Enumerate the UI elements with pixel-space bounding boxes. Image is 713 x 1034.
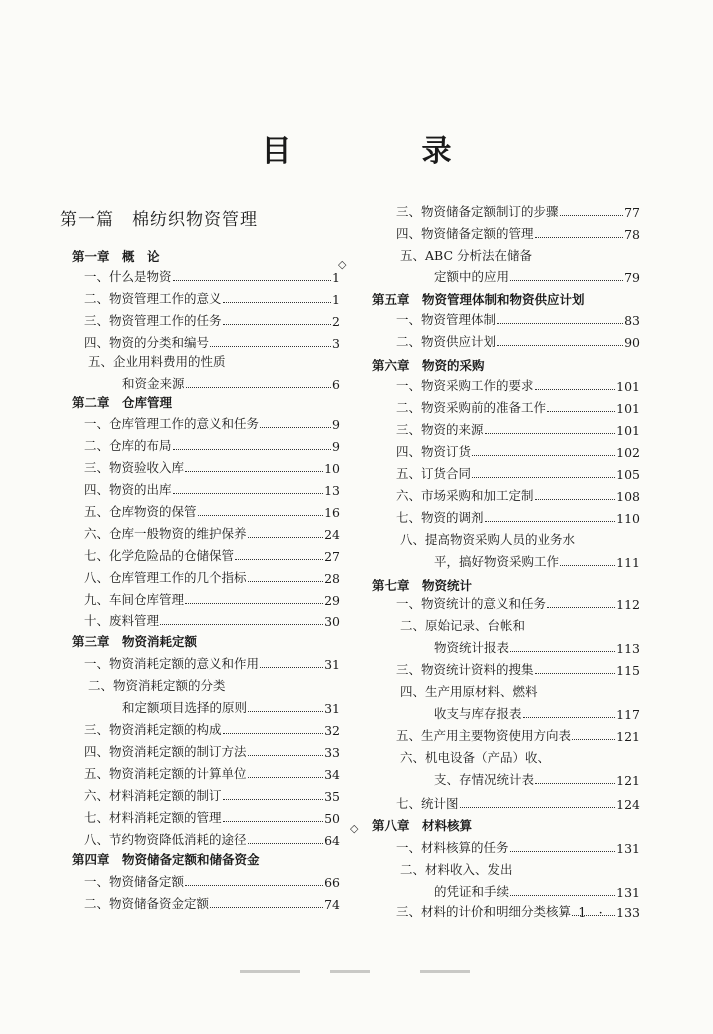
dot-leader — [198, 514, 324, 516]
toc-page-number: 13 — [324, 483, 340, 498]
toc-page-number: 24 — [324, 527, 340, 542]
toc-label: 五、生产用主要物资使用方向表 — [396, 728, 572, 743]
toc-label: 三、物资储备定额制订的步骤 — [396, 204, 559, 219]
toc-entry — [60, 607, 340, 629]
dot-leader — [535, 388, 616, 390]
toc-label: 二、原始记录、台帐和 — [400, 618, 526, 633]
toc-label: 三、物资的来源 — [396, 422, 484, 437]
toc-page-number: 101 — [616, 423, 640, 438]
dot-leader — [472, 454, 615, 456]
toc-label: 六、仓库一般物资的维护保养 — [84, 526, 247, 541]
toc-page-number: 112 — [616, 597, 640, 612]
toc-label: 三、物资管理工作的任务 — [84, 313, 222, 328]
toc-page-number: 50 — [324, 811, 340, 826]
toc-label: 四、物资的分类和编号 — [84, 335, 210, 350]
toc-label: 第八章 材料核算 — [372, 818, 473, 833]
toc-chapter — [60, 628, 340, 650]
toc-entry — [372, 700, 640, 722]
toc-entry — [372, 460, 640, 482]
toc-entry — [60, 285, 340, 307]
dot-leader — [510, 850, 616, 852]
toc-entry — [372, 372, 640, 394]
page-number: · 1 · — [562, 906, 607, 921]
toc-label: 一、材料核算的任务 — [396, 840, 509, 855]
toc-entry — [372, 834, 640, 856]
dot-leader — [560, 214, 624, 216]
dot-leader — [223, 798, 324, 800]
toc-entry — [372, 790, 640, 812]
toc-entry — [60, 694, 340, 716]
dot-leader — [535, 782, 615, 784]
toc-label: 三、物资验收入库 — [84, 460, 185, 475]
toc-page-number: 131 — [616, 885, 640, 900]
toc-page-number: 79 — [624, 270, 640, 285]
toc-label: 支、存情况统计表 — [434, 772, 535, 787]
toc-label: 三、物资统计资料的搜集 — [396, 662, 534, 677]
toc-page-number: 74 — [324, 897, 340, 912]
toc-entry — [60, 307, 340, 329]
toc-entry — [372, 634, 640, 656]
toc-entry — [372, 328, 640, 350]
dot-leader — [248, 754, 324, 756]
toc-entry — [60, 804, 340, 826]
dot-leader — [497, 344, 623, 346]
toc-entry — [60, 868, 340, 890]
toc-page-number: 10 — [324, 461, 340, 476]
toc-entry — [60, 564, 340, 586]
toc-entry — [372, 678, 640, 700]
dot-leader — [248, 710, 323, 712]
toc-page-number: 78 — [624, 227, 640, 242]
toc-page-number: 102 — [616, 445, 640, 460]
dot-leader — [535, 498, 616, 500]
toc-entry — [372, 198, 640, 220]
dot-leader — [248, 536, 324, 538]
toc-label: 二、物资采购前的准备工作 — [396, 400, 547, 415]
toc-label: 二、物资消耗定额的分类 — [88, 678, 226, 693]
toc-label: 一、仓库管理工作的意义和任务 — [84, 416, 260, 431]
toc-label: 二、物资管理工作的意义 — [84, 291, 222, 306]
toc-page-number: 133 — [616, 905, 640, 920]
toc-entry — [372, 416, 640, 438]
toc-page-number: 66 — [324, 875, 340, 890]
toc-chapter — [372, 352, 640, 374]
toc-part — [60, 208, 340, 230]
dot-leader — [186, 386, 332, 388]
toc-page-number: 121 — [616, 773, 640, 788]
toc-page-number: 30 — [324, 614, 340, 629]
dot-leader — [547, 410, 615, 412]
toc-page-number: 115 — [616, 663, 640, 678]
toc-page-number: 35 — [324, 789, 340, 804]
toc-page-number: 124 — [616, 797, 640, 812]
toc-entry — [60, 348, 340, 370]
toc-label: 的凭证和手续 — [434, 884, 510, 899]
toc-entry — [372, 548, 640, 570]
toc-page-number: 64 — [324, 833, 340, 848]
toc-page-number: 3 — [332, 336, 340, 351]
toc-entry — [372, 526, 640, 548]
dot-leader — [248, 776, 324, 778]
toc-entry — [60, 432, 340, 454]
toc-label: 四、生产用原材料、燃料 — [400, 684, 538, 699]
toc-label: 六、机电设备（产品）收、 — [400, 750, 551, 765]
toc-label: 一、物资管理体制 — [396, 312, 497, 327]
toc-label: 三、物资消耗定额的构成 — [84, 722, 222, 737]
toc-label: 一、物资储备定额 — [84, 874, 185, 889]
toc-page-number: 33 — [324, 745, 340, 760]
dot-leader — [210, 345, 331, 347]
dot-leader — [260, 426, 331, 428]
toc-entry — [60, 542, 340, 564]
toc-page-number: 131 — [616, 841, 640, 856]
toc-label: 六、材料消耗定额的制订 — [84, 788, 222, 803]
dot-leader — [523, 716, 616, 718]
toc-page-number: 34 — [324, 767, 340, 782]
toc-entry — [372, 766, 640, 788]
dot-leader — [235, 558, 323, 560]
dot-leader — [510, 894, 615, 896]
toc-entry — [372, 242, 640, 264]
toc-page-number: 9 — [332, 439, 340, 454]
dot-leader — [223, 732, 324, 734]
toc-entry — [372, 744, 640, 766]
toc-label: 二、物资供应计划 — [396, 334, 497, 349]
dot-leader — [173, 492, 324, 494]
toc-label: 八、提高物资采购人员的业务水 — [400, 532, 576, 547]
toc-page-number: 77 — [624, 205, 640, 220]
dot-leader — [485, 520, 616, 522]
dot-leader — [185, 602, 323, 604]
dot-leader — [223, 820, 324, 822]
toc-entry — [372, 438, 640, 460]
diamond-mark-icon: ◇ — [338, 258, 347, 271]
dot-leader — [572, 738, 615, 740]
dot-leader — [560, 564, 615, 566]
dot-leader — [547, 606, 615, 608]
toc-label: 第二章 仓库管理 — [72, 395, 173, 410]
toc-label: 第七章 物资统计 — [372, 578, 473, 593]
toc-page-number: 1 — [332, 292, 340, 307]
scan-smudge — [330, 970, 370, 973]
toc-page-number: 31 — [324, 701, 340, 716]
toc-entry — [372, 722, 640, 744]
toc-entry — [60, 672, 340, 694]
toc-entry — [372, 263, 640, 285]
toc-chapter — [60, 846, 340, 868]
diamond-mark-icon: ◇ — [350, 822, 359, 835]
dot-leader — [260, 666, 323, 668]
toc-label: 七、物资的调剂 — [396, 510, 484, 525]
toc-entry — [372, 306, 640, 328]
toc-label: 八、仓库管理工作的几个指标 — [84, 570, 247, 585]
dot-leader — [510, 279, 623, 281]
toc-label: 九、车间仓库管理 — [84, 592, 185, 607]
toc-page-number: 1 — [332, 270, 340, 285]
dot-leader — [210, 906, 323, 908]
toc-page-number: 27 — [324, 549, 340, 564]
toc-label: 五、仓库物资的保管 — [84, 504, 197, 519]
toc-label: 一、物资消耗定额的意义和作用 — [84, 656, 260, 671]
toc-entry — [372, 504, 640, 526]
toc-page-number: 83 — [624, 313, 640, 328]
toc-entry — [372, 482, 640, 504]
toc-label: 五、ABC 分析法在储备 — [400, 248, 532, 263]
toc-label: 平，搞好物资采购工作 — [434, 554, 560, 569]
toc-page-number: 6 — [332, 377, 340, 392]
toc-entry — [60, 586, 340, 608]
toc-entry — [60, 476, 340, 498]
dot-leader — [472, 476, 615, 478]
toc-entry — [60, 826, 340, 848]
toc-label: 二、材料收入、发出 — [400, 862, 513, 877]
toc-entry — [60, 760, 340, 782]
toc-label: 第五章 物资管理体制和物资供应计划 — [372, 292, 585, 307]
page-title: 目 录 — [261, 134, 502, 169]
toc-entry — [60, 454, 340, 476]
toc-page-number: 31 — [324, 657, 340, 672]
toc-page-number: 117 — [616, 707, 640, 722]
toc-page-number: 16 — [324, 505, 340, 520]
dot-leader — [248, 580, 324, 582]
toc-page-number: 111 — [616, 555, 640, 570]
dot-leader — [535, 236, 624, 238]
toc-label: 七、材料消耗定额的管理 — [84, 810, 222, 825]
toc-chapter — [60, 389, 340, 411]
toc-page-number: 105 — [616, 467, 640, 482]
dot-leader — [223, 323, 332, 325]
toc-label: 四、物资的出库 — [84, 482, 172, 497]
toc-label: 七、化学危险品的仓储保管 — [84, 548, 235, 563]
toc-entry — [372, 394, 640, 416]
toc-label: 二、仓库的布局 — [84, 438, 172, 453]
toc-label: 六、市场采购和加工定制 — [396, 488, 534, 503]
toc-label: 收支与库存报表 — [434, 706, 522, 721]
toc-page-number: 28 — [324, 571, 340, 586]
toc-label: 第四章 物资储备定额和储备资金 — [72, 852, 260, 867]
toc-page-number: 32 — [324, 723, 340, 738]
toc-label: 五、物资消耗定额的计算单位 — [84, 766, 247, 781]
toc-label: 定额中的应用 — [434, 269, 510, 284]
toc-entry — [60, 410, 340, 432]
toc-label: 第三章 物资消耗定额 — [72, 634, 198, 649]
toc-chapter — [372, 812, 640, 834]
toc-label: 四、物资订货 — [396, 444, 472, 459]
toc-label: 和资金来源 — [122, 376, 185, 391]
dot-leader — [185, 470, 323, 472]
toc-label: 第六章 物资的采购 — [372, 358, 485, 373]
toc-page-number: 90 — [624, 335, 640, 350]
dot-leader — [185, 884, 323, 886]
dot-leader — [510, 650, 615, 652]
toc-label: 第一篇 棉纺织物资管理 — [60, 210, 258, 230]
toc-label: 八、节约物资降低消耗的途径 — [84, 832, 247, 847]
toc-entry — [60, 520, 340, 542]
dot-leader — [248, 842, 324, 844]
toc-page-number: 121 — [616, 729, 640, 744]
toc-page-number: 110 — [616, 511, 640, 526]
toc-entry — [372, 590, 640, 612]
toc-page-number: 101 — [616, 379, 640, 394]
toc-entry — [372, 656, 640, 678]
toc-label: 第一章 概 论 — [72, 249, 160, 264]
toc-chapter — [372, 286, 640, 308]
toc-page-number: 108 — [616, 489, 640, 504]
toc-label: 二、物资储备资金定额 — [84, 896, 210, 911]
toc-entry — [372, 612, 640, 634]
toc-label: 三、材料的计价和明细分类核算 — [396, 904, 572, 919]
toc-entry — [372, 856, 640, 878]
toc-entry — [60, 498, 340, 520]
toc-entry — [60, 650, 340, 672]
toc-label: 五、企业用料费用的性质 — [88, 354, 226, 369]
toc-entry — [60, 716, 340, 738]
toc-entry — [60, 263, 340, 285]
dot-leader — [535, 672, 616, 674]
toc-entry — [60, 782, 340, 804]
dot-leader — [223, 301, 332, 303]
toc-label: 四、物资储备定额的管理 — [396, 226, 534, 241]
toc-label: 五、订货合同 — [396, 466, 472, 481]
toc-entry — [60, 738, 340, 760]
toc-label: 和定额项目选择的原则 — [122, 700, 248, 715]
toc-label: 四、物资消耗定额的制订方法 — [84, 744, 247, 759]
dot-leader — [460, 806, 616, 808]
toc-page-number: 101 — [616, 401, 640, 416]
dot-leader — [173, 448, 332, 450]
toc-entry — [372, 220, 640, 242]
toc-entry — [60, 890, 340, 912]
toc-label: 一、物资采购工作的要求 — [396, 378, 534, 393]
dot-leader — [173, 279, 332, 281]
toc-page-number: 2 — [332, 314, 340, 329]
toc-page-number: 113 — [616, 641, 640, 656]
scan-smudge — [240, 970, 300, 973]
toc-chapter — [60, 243, 340, 265]
toc-label: 一、什么是物资 — [84, 269, 172, 284]
toc-label: 七、统计图 — [396, 796, 459, 811]
toc-label: 物资统计报表 — [434, 640, 510, 655]
toc-page-number: 9 — [332, 417, 340, 432]
toc-label: 十、废料管理 — [84, 613, 160, 628]
toc-page-number: 29 — [324, 593, 340, 608]
toc-entry — [372, 878, 640, 900]
toc-label: 一、物资统计的意义和任务 — [396, 596, 547, 611]
dot-leader — [497, 322, 623, 324]
scan-smudge — [420, 970, 470, 973]
dot-leader — [485, 432, 616, 434]
dot-leader — [160, 623, 323, 625]
